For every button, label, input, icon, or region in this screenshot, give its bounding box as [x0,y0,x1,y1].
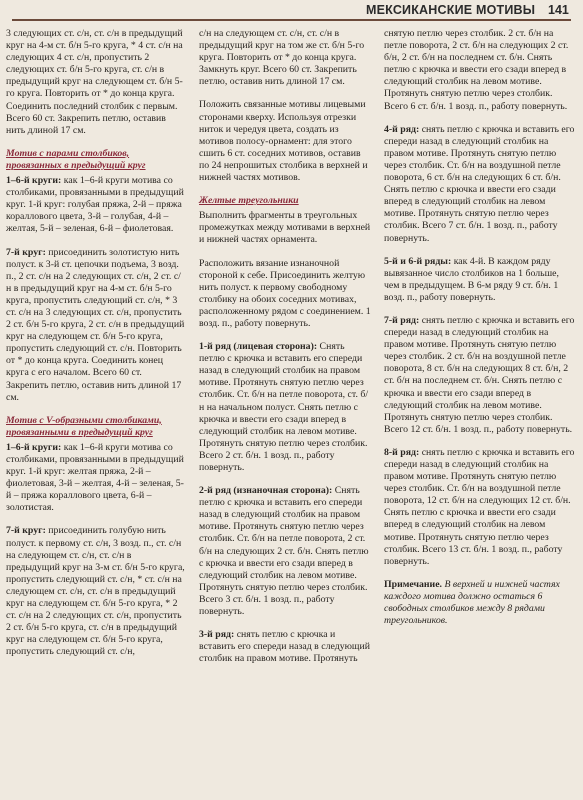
row-label: 4-й ряд: [384,123,420,135]
paragraph [199,485,371,618]
row-label: 5-й и 6-й ряды: [384,255,452,267]
row-text: как 1–6-й круги мотива со столбиками, провязанными в предыдущий круг. 1-й круг: желтая пряжа, 2-й – фиолетовая, 3-й – желтая, 4-й – зеленая, 5-й – пряжа кораллового цвета, 6-й – золотистая. [6,441,184,514]
paragraph: с/н на следующем ст. с/н, ст. с/н в предыдущий круг на том же ст. б/н 5-го круга. Повторить от * до конца круга. Замкнуть круг. Всего 60 ст. Закрепить петлю, оставив нить длиной 17 см. [199,28,365,88]
row-label: 3-й ряд: [199,629,235,641]
paragraph [384,256,576,304]
row-text: снять петлю с крючка и вставить его спереди назад в следующий столбик на правом мотиве. Протянуть снятую петлю через столбик. Ст. б/н на воздушной петле поворота, 6 ст. б/н на следующих 6 ст. б/н. Снять петлю с крючка и ввести его сзади вперед в следующий столбик на левом мотиве. Протянуть снятую петлю через столбик. Всего 7 ст. б/н. 1 возд. п., работу повернуть. [384,123,575,244]
row-label: 1–6-й круги: [6,175,62,187]
paragraph: снятую петлю через столбик. 2 ст. б/н на петле поворота, 2 ст. б/н на следующих 2 ст. б/н, 2 ст. б/н на последнем ст. б/н. Снять петлю с крючка и ввести его сзади вперед в следующий столбик на левом мотиве. Протянуть снятую петлю через столбик. Всего 6 ст. б/н. 1 возд. п., работу повернуть. [384,28,569,112]
row-label: 2-й ряд (изнаночная сторона): [199,485,333,497]
header-rule [12,19,571,21]
paragraph [199,341,371,474]
paragraph [384,124,576,245]
row-text: снять петлю с крючка и вставить его спереди назад в следующий столбик на правом мотиве. Протянуть снятую петлю через столбик. 2 ст. б/н на воздушной петле поворота, 8 ст. б/н на следующих 8 ст. б/н, 2 ст. б/н на последнем ст. б/н. Снять петлю с крючка и ввести его сзади вперед в следующий столбик на левом мотиве. Протянуть снятую петлю через столбик. Всего 12 ст. б/н. 1 возд. п., работу повернуть. [384,314,575,435]
paragraph: Выполнить фрагменты в треугольных промежутках между мотивами в верхней и нижней частях орнамента. [199,210,371,246]
row-text: снять петлю с крючка и вставить его спереди назад в следующий столбик на правом мотиве. Протянуть [199,629,370,665]
section-heading: Мотив с V-образными столбиками, провязанными в предыдущий круг [6,414,162,438]
row-text: снять петлю с крючка и вставить его спереди назад в следующий столбик на правом мотиве. Протянуть снятую петлю через столбик. Ст. б/н на воздушной петле поворота, 12 ст. б/н на следующих 12 ст. б/н. Снять петлю с крючка и ввести его сзади вперед в следующий столбик на левом мотиве. Протянуть снятую петлю через столбик. Всего 13 ст. б/н. 1 возд. п., работу повернуть. [384,446,575,567]
row-text: Снять петлю с крючка и вставить его спереди назад в следующий столбик на правом мотиве. Протянуть снятую петлю через столбик. Ст. б/н на петле поворота, 2 ст. б/н на следующих 2 ст. б/н. Снять петлю с крючка и ввести его сзади вперед в следующий столбик на левом мотиве. Протянуть снятую петлю через столбик. Всего 3 ст. б/н. 1 возд. п., работу повернуть. [199,485,369,618]
paragraph [6,247,186,404]
row-text: Снять петлю с крючка и вставить его спереди назад в следующий столбик на правом мотиве. Протянуть снятую петлю через столбик. Ст. б/н на петле поворота, ст. б/н на начальном полуст. Снять петлю с крючка и ввести его сзади вперед в следующий столбик на левом мотиве. Протянуть снятую петлю через столбик. Всего 2 ст. б/н. 1 возд. п., работу повернуть. [199,341,369,473]
paragraph [199,629,371,665]
note-text: В верхней и нижней частях каждого мотива должно остаться 6 свободных столбиков между 8 рядами треугольников. [384,578,560,627]
row-text: как 4-й. В каждом ряду вывязанное число столбиков на 1 больше, чем в предыдущем. В 6-м ряду 9 ст. б/н. 1 возд. п., работу повернуть. [384,255,559,303]
running-head-title: МЕКСИКАНСКИЕ МОТИВЫ [366,3,536,17]
row-text: как 1–6-й круги мотива со столбиками, провязанными в предыдущий круг. 1-й круг: голубая пряжа, 2-й – пряжа кораллового цвета, 3-й – голубая, 4-й – желтая, 5-й – зеленая, 6-й – фиолетовая. [6,175,184,235]
text-column-3 [384,28,576,638]
row-label: 7-й круг: [6,246,46,258]
row-label: 1-й ряд (лицевая сторона): [199,341,318,353]
page-number: 141 [548,3,569,17]
row-label: 1–6-й круги: [6,441,62,453]
page-header [0,0,583,22]
paragraph: Расположить вязание изнаночной стороной к себе. Присоединить желтую нить полуст. к первому свободному столбику на обоих соседних мотивах, расположенному рядом с соединением. 1 возд. п., работу повернуть. [199,257,371,329]
text-column-2 [199,28,371,676]
note-paragraph [384,579,576,627]
paragraph [6,442,186,515]
paragraph [384,447,576,568]
row-label: 7-й круг: [6,525,46,537]
paragraph: 3 следующих ст. с/н, ст. с/н в предыдущий круг на 4-м ст. б/н 5-го круга, * 4 ст. с/н на следующих 4 ст. с/н, пропустить 2 следующих ст. б/н 5-го круга, ст. с/н в предыдущий круг на следующем ст. б/н 5-го круга. Повторить от * до конца круга. Соединить последний столбик с первым. Всего 60 ст. Закрепить петлю, оставив нить длиной 17 см. [6,28,183,136]
paragraph: Положить связанные мотивы лицевыми сторонами кверху. Используя отрезки ниток и чередуя цвета, создать из мотивов полосу-орнамент: для этого сшить 6 ст. соседних мотивов, оставив по 24 непрошитых столбика в верхней и нижней частях мотивов. [199,99,368,184]
row-label: 8-й ряд: [384,446,420,458]
section-heading: Желтые треугольники [199,195,299,207]
row-text: присоединить голубую нить полуст. к первому ст. с/н, 3 возд. п., ст. с/н на следующем ст. с/н, ст. с/н в предыдущий круг на 3-м ст. б/н 5-го круга, пропустить следующий ст. с/н, * ст. с/н на следующем ст. с/н, ст. с/н в предыдущий круг на следующем ст. б/н 5-го круга, * 2 ст. с/н на 2 следующих ст. с/н, пропустить 2 ст. б/н 5-го круга, ст. с/н в предыдущий круг на следующем ст. б/н 5-го круга, пропустить следующий ст. с/н, [6,525,185,658]
note-label: Примечание. [384,578,443,590]
text-column-1 [6,28,186,670]
row-text: присоединить золотистую нить полуст. к 3-й ст. цепочки подъема, 3 возд. п., 2 ст. с/н на 2 следующих ст. с/н, 2 ст. с/н в предыдущий круг на 4-м ст. б/н 5-го круга, пропустить следующий ст. с/н, * 3 ст. с/н на 3 следующих ст. с/н, пропустить 2 ст. б/н 5-го круга, 2 ст. с/н в предыдущий круг на следующем ст. б/н 5-го круга, пропустить следующий ст. с/н. Повторить от * до конца круга. Соединить конец круга с его началом. Всего 60 ст. Закрепить петлю, оставив нить длиной 17 см. [6,246,185,403]
section-heading: Мотив с парами столбиков, провязанных в предыдущий круг [6,147,146,171]
row-label: 7-й ряд: [384,314,420,326]
paragraph [6,525,186,658]
paragraph [6,175,186,235]
paragraph [384,315,576,436]
